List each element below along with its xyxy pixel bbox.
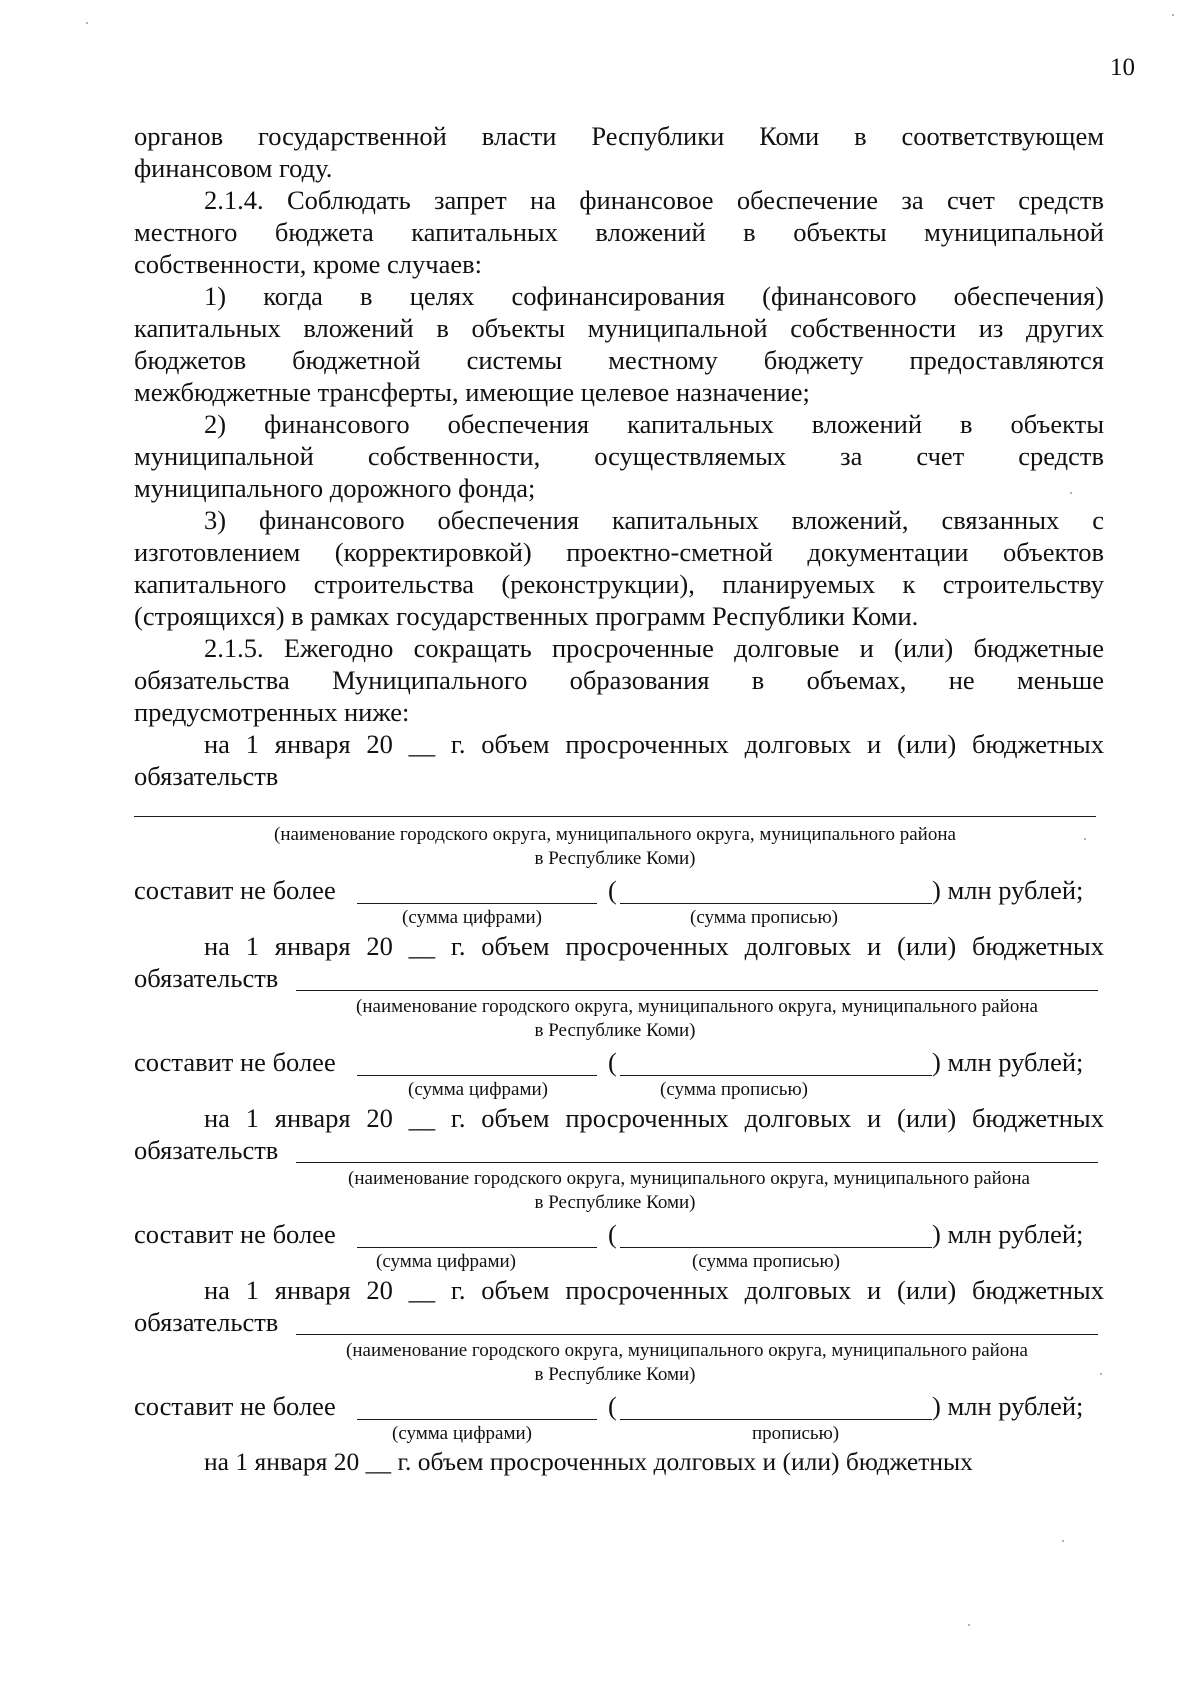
scan-speck [1100,1373,1102,1375]
unit-label: ) млн рублей; [932,1047,1084,1077]
text-line: обязательств [134,1135,279,1165]
text-line: обязательств [134,1307,279,1337]
paren-open: ( [608,1219,617,1249]
text-line: межбюджетные трансферты, имеющие целевое назначение; [134,377,810,407]
text-line: обязательства Муниципального образования в объемах, не меньше [134,665,1104,695]
text-line: обязательств [134,963,279,993]
caption-digits: (сумма цифрами) [402,907,542,928]
caption-republic: в Республике Коми) [534,1192,696,1213]
text-line: муниципального дорожного фонда; [134,473,536,503]
caption-republic: в Республике Коми) [534,848,696,869]
blank-line-municipality [134,816,1096,817]
scan-speck [1070,492,1072,494]
blank-line-municipality [296,1334,1098,1335]
blank-amount-digits [357,1419,597,1420]
blank-amount-digits [357,1075,597,1076]
caption-municipality: (наименование городского округа, муниципального округа, муниципального района [346,1340,1028,1361]
scan-speck [1172,14,1174,16]
text-line: органов государственной власти Республики Коми в соответствующем [134,121,1104,151]
caption-republic: в Республике Коми) [534,1364,696,1385]
caption-municipality: (наименование городского округа, муниципального округа, муниципального района [348,1168,1030,1189]
page-number: 10 [1110,54,1135,81]
blank-amount-words [620,903,932,904]
scan-speck [968,1624,970,1626]
text-line: изготовлением (корректировкой) проектно-сметной документации объектов [134,537,1104,567]
amount-label: составит не более [134,875,336,905]
list-item-2: 2) финансового обеспечения капитальных вложений в объекты [204,409,1104,439]
blank-amount-words [620,1419,932,1420]
caption-digits: (сумма цифрами) [376,1251,516,1272]
clause-2-1-5: 2.1.5. Ежегодно сокращать просроченные долговые и (или) бюджетные [204,633,1104,663]
debt-line: на 1 января 20 __ г. объем просроченных долговых и (или) бюджетных [204,1275,1104,1305]
caption-municipality: (наименование городского округа, муниципального округа, муниципального района [274,824,956,845]
amount-label: составит не более [134,1219,336,1249]
debt-line: на 1 января 20 __ г. объем просроченных долговых и (или) бюджетных [204,1103,1104,1133]
caption-words: (сумма прописью) [690,907,838,928]
list-item-1: 1) когда в целях софинансирования (финансового обеспечения) [204,281,1104,311]
blank-amount-words [620,1075,932,1076]
unit-label: ) млн рублей; [932,1219,1084,1249]
text-line: местного бюджета капитальных вложений в объекты муниципальной [134,217,1104,247]
text-line: собственности, кроме случаев: [134,249,482,279]
caption-words: (сумма прописью) [660,1079,808,1100]
scan-speck [1062,1540,1064,1542]
text-line: капитального строительства (реконструкции), планируемых к строительству [134,569,1104,599]
unit-label: ) млн рублей; [932,875,1084,905]
caption-digits: (сумма цифрами) [408,1079,548,1100]
caption-municipality: (наименование городского округа, муниципального округа, муниципального района [356,996,1038,1017]
unit-label: ) млн рублей; [932,1391,1084,1421]
blank-line-municipality [296,1162,1098,1163]
debt-line: на 1 января 20 __ г. объем просроченных долговых и (или) бюджетных [204,931,1104,961]
text-line: (строящихся) в рамках государственных программ Республики Коми. [134,601,919,631]
scan-speck [1084,838,1086,840]
blank-amount-words [620,1247,932,1248]
debt-line: на 1 января 20 __ г. объем просроченных долговых и (или) бюджетных [204,1447,973,1476]
amount-label: составит не более [134,1391,336,1421]
text-line: бюджетов бюджетной системы местному бюджету предоставляются [134,345,1104,375]
text-line: муниципальной собственности, осуществляемых за счет средств [134,441,1104,471]
clause-2-1-4: 2.1.4. Соблюдать запрет на финансовое обеспечение за счет средств [204,185,1104,215]
text-line: обязательств [134,761,279,791]
caption-republic: в Республике Коми) [534,1020,696,1041]
blank-amount-digits [357,1247,597,1248]
scan-speck [86,22,88,24]
blank-amount-digits [357,903,597,904]
blank-line-municipality [296,990,1098,991]
paren-open: ( [608,875,617,905]
list-item-3: 3) финансового обеспечения капитальных вложений, связанных с [204,505,1104,535]
caption-words: прописью) [752,1423,840,1444]
paren-open: ( [608,1047,617,1077]
paren-open: ( [608,1391,617,1421]
text-line: финансовом году. [134,153,333,183]
text-line: капитальных вложений в объекты муниципальной собственности из других [134,313,1104,343]
caption-words: (сумма прописью) [692,1251,840,1272]
text-line: предусмотренных ниже: [134,697,410,727]
amount-label: составит не более [134,1047,336,1077]
caption-digits: (сумма цифрами) [392,1423,532,1444]
debt-line: на 1 января 20 __ г. объем просроченных долговых и (или) бюджетных [204,729,1104,759]
